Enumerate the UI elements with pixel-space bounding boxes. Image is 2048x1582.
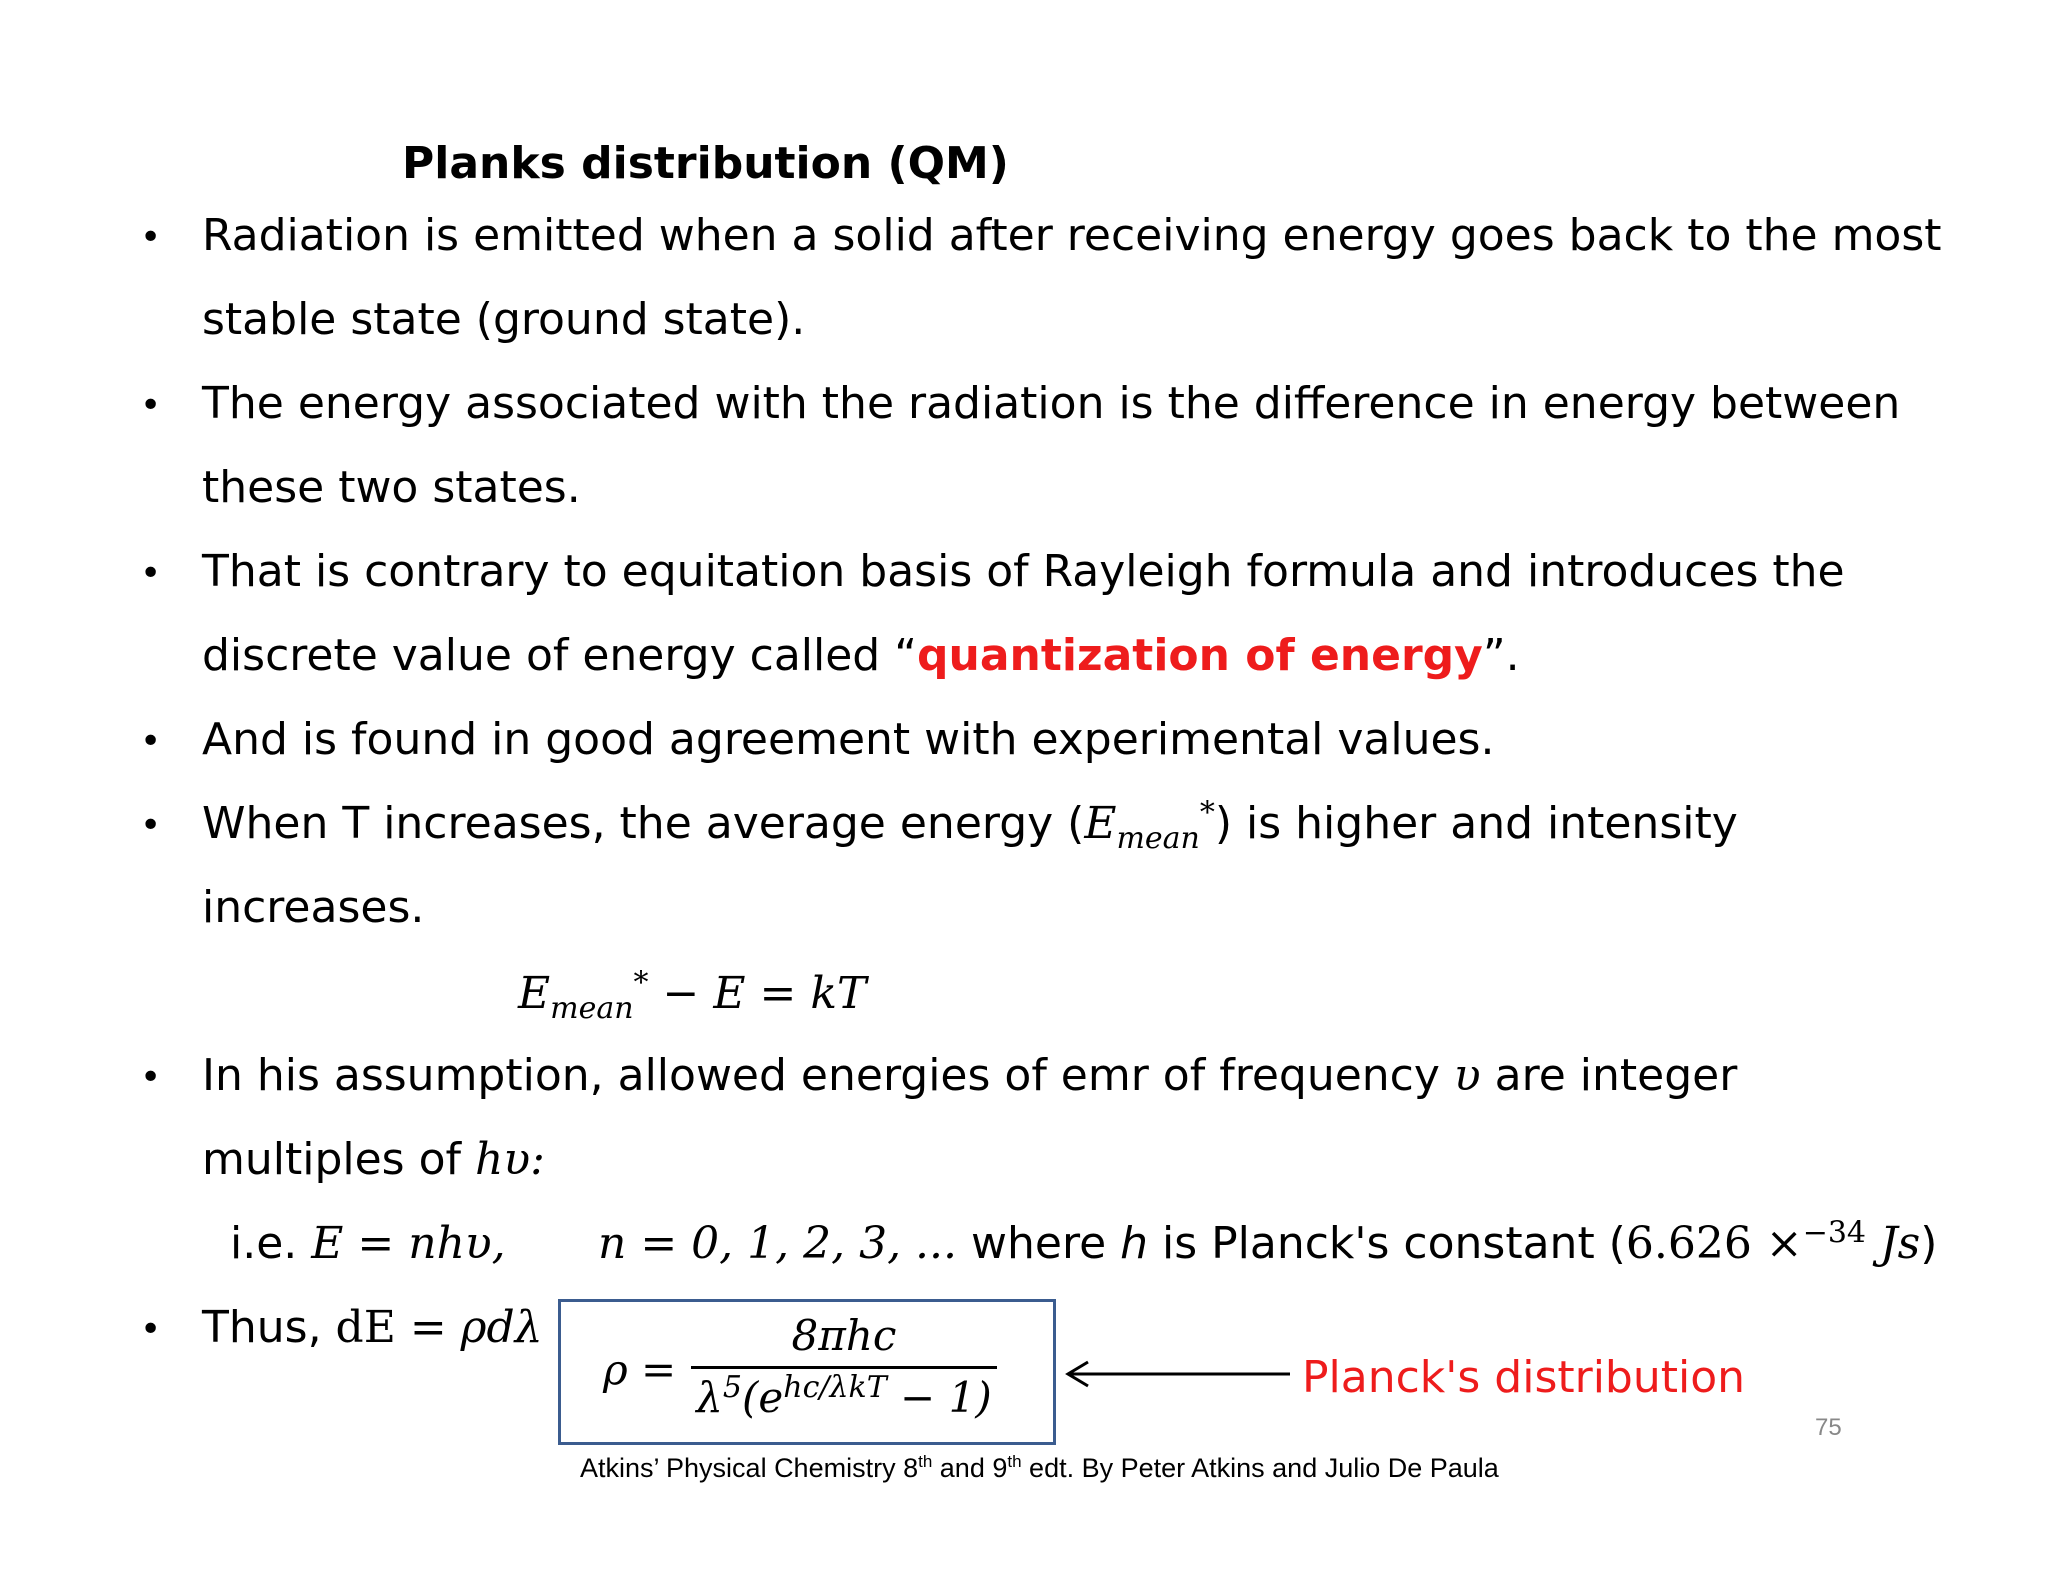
rho-equals: ρ = [603,1345,677,1394]
bullet-dot: • [140,1057,162,1098]
quantization-emphasis: quantization of energy [917,630,1483,681]
bullet-2-line-1: The energy associated with the radiation is the difference in energy between [202,378,1901,429]
e-mean-symbol: $E_{mean}^*$ [1084,795,1215,856]
bullet-2-line-2: these two states. [202,462,581,513]
bullet-5-text-pre: When T increases, the average energy ( [202,798,1085,849]
bullet-dot: • [140,217,162,258]
bullet-3-line-1: That is contrary to equitation basis of Rayleigh formula and introduces the [202,546,1845,597]
bullet-dot: • [140,553,162,594]
bullet-3-line-2 [202,628,1520,684]
bullet-1-line-1: Radiation is emitted when a solid after receiving energy goes back to the most [202,210,1942,261]
bullet-dot: • [140,1309,162,1350]
planck-distribution-label: Planck's distribution [1302,1352,1746,1403]
fraction-numerator: 8πhc [791,1311,897,1360]
bullet-5-line-2: increases. [202,882,425,933]
hv-symbol: hυ: [474,1134,545,1185]
de-equation: dE [335,1302,396,1353]
bullet-dot: • [140,385,162,426]
ie-line-rest: n = 0, 1, 2, 3, ... where h is Planck's constant (6.626 ×$^{-34}$ Js) [598,1215,1938,1269]
ie-line: i.e. E = nhυ, [230,1218,506,1269]
bullet-1-line-2: stable state (ground state). [202,294,806,345]
bullet-dot: • [140,805,162,846]
n-values: n = 0, 1, 2, 3, ... [598,1218,958,1269]
arrow-left-icon [1058,1358,1298,1390]
fraction-denominator: $\lambda^5(e^{hc/\lambda kT} - 1)$ [696,1370,992,1422]
citation: Atkins’ Physical Chemistry 8th and 9th edt. By Peter Atkins and Julio De Paula [580,1452,1499,1483]
planck-constant-value: 6.626 ×$^{-34}$ Js [1625,1215,1921,1269]
bullet-5-line-1 [202,795,1738,856]
bullet-6-line-1 [202,1048,1737,1104]
bullet-5-text-post: ) is higher and intensity [1214,798,1738,849]
slide-title: Planks distribution (QM) [402,138,1009,189]
bullet-7-line-1: Thus, dE = ρdλ [202,1302,543,1353]
planck-fraction [691,1308,997,1427]
bullet-3-text-pre: discrete value of energy called “ [202,630,918,681]
bullet-dot: • [140,721,162,762]
frequency-symbol: υ [1453,1050,1481,1101]
bullet-6-text-pre: In his assumption, allowed energies of emr of frequency [202,1050,1454,1101]
planck-formula-box [558,1299,1056,1445]
page-number: 75 [1815,1414,1842,1441]
bullet-6-text-post: are integer [1480,1050,1738,1101]
bullet-4-line-1: And is found in good agreement with experimental values. [202,714,1495,765]
bullet-3-text-post: ”. [1482,630,1520,681]
bullet-6-line-2: multiples of hυ: [202,1134,545,1185]
mean-energy-equation: $E_{mean}^* - E$ = kT [518,965,867,1026]
energy-quantization-eq: E = nhυ, [311,1218,506,1269]
